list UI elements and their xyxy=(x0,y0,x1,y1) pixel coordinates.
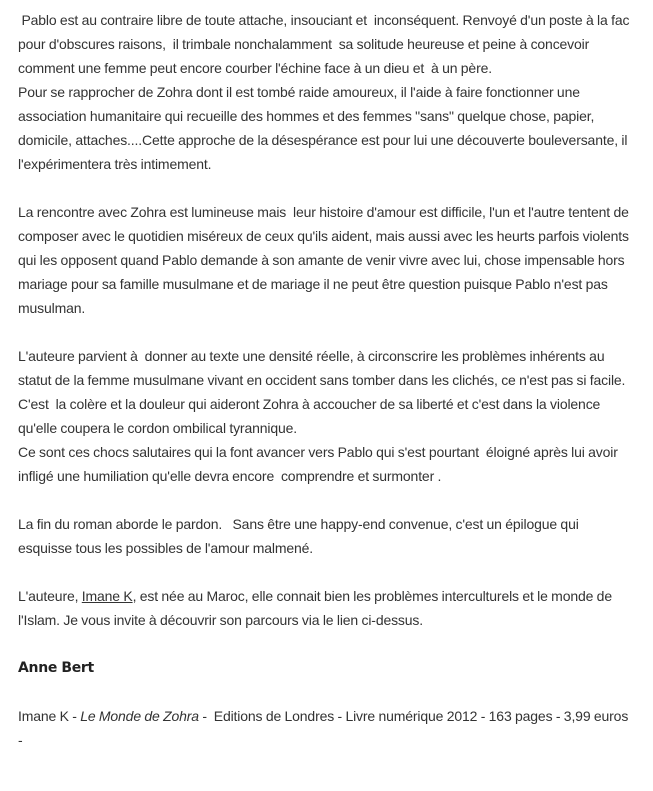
text-line: La fin du roman aborde le pardon. Sans être une happy-end convenue, c'est un épilogue qui xyxy=(18,516,579,532)
text-line: C'est la colère et la douleur qui aideront Zohra à accoucher de sa liberté et c'est dans la violence xyxy=(18,396,601,412)
text-line: L'auteure parvient à donner au texte une densité réelle, à circonscrire les problèmes inhérents au xyxy=(18,348,605,364)
paragraph-spacer xyxy=(18,176,643,200)
text-line: pour d'obscures raisons, il trimbale nonchalamment sa solitude heureuse et peine à concevoir xyxy=(18,36,590,52)
text-line: La rencontre avec Zohra est lumineuse mais leur histoire d'amour est difficile, l'un et l'autre tentent de xyxy=(18,204,629,220)
paragraph-rencontre xyxy=(18,200,643,320)
paragraph-spacer xyxy=(18,632,643,656)
text-line: qu'elle coupera le cordon ombilical tyrannique. xyxy=(18,420,297,436)
text-line: infligé une humiliation qu'elle devra encore comprendre et surmonter . xyxy=(18,468,442,484)
book-reference xyxy=(18,704,643,752)
text-line: domicile, attaches....Cette approche de la désespérance est pour lui une découverte bouleversante, il xyxy=(18,132,628,148)
text-line: l'expérimentera très intimement. xyxy=(18,156,212,172)
paragraph-spacer xyxy=(18,488,643,512)
paragraph-auteure-bio xyxy=(18,584,643,632)
reference-details: - Editions de Londres - Livre numérique 2012 - 163 pages - 3,99 euros xyxy=(198,708,629,724)
text-line: qui les opposent quand Pablo demande à son amante de venir vivre avec lui, chose impensable hors xyxy=(18,252,625,268)
paragraph-pablo xyxy=(18,8,643,176)
text-line: Pour se rapprocher de Zohra dont il est tombé raide amoureux, il l'aide à faire fonctionner une xyxy=(18,84,580,100)
text-fragment: L'auteure, xyxy=(18,588,82,604)
article-body xyxy=(18,8,643,752)
reference-title: Le Monde de Zohra xyxy=(80,708,199,724)
paragraph-spacer xyxy=(18,320,643,344)
text-line: musulman. xyxy=(18,300,86,316)
reference-author: Imane K - xyxy=(18,708,81,724)
text-line: esquisse tous les possibles de l'amour malmené. xyxy=(18,540,313,556)
text-line: mariage pour sa famille musulmane et de mariage il ne peut être question puisque Pablo n'est pas xyxy=(18,276,608,292)
reference-trailing: - xyxy=(18,732,23,748)
text-line: composer avec le quotidien miséreux de ceux qu'ils aident, mais aussi avec les heurts parfois violents xyxy=(18,228,629,244)
text-line: comment une femme peut encore courber l'échine face à un dieu et à un père. xyxy=(18,60,492,76)
text-line: Ce sont ces chocs salutaires qui la font avancer vers Pablo qui s'est pourtant éloigné après lui avoir xyxy=(18,444,618,460)
signature: Anne Bert xyxy=(18,660,94,676)
paragraph-pardon xyxy=(18,512,643,560)
text-line: statut de la femme musulmane vivant en occident sans tomber dans les clichés, ce n'est pas si facile. xyxy=(18,372,626,388)
paragraph-spacer xyxy=(18,560,643,584)
author-link[interactable]: Imane K xyxy=(81,588,133,604)
text-line: Pablo est au contraire libre de toute attache, insouciant et inconséquent. Renvoyé d'un poste à la fac xyxy=(18,12,630,28)
text-line xyxy=(18,584,643,608)
text-fragment: , est née au Maroc, elle connait bien les problèmes interculturels et le monde de xyxy=(132,588,612,604)
text-line: l'Islam. Je vous invite à découvrir son parcours via le lien ci-dessus. xyxy=(18,612,424,628)
reference-line xyxy=(18,704,643,728)
paragraph-spacer xyxy=(18,680,643,704)
text-line: association humanitaire qui recueille des hommes et des femmes "sans" quelque chose, papier, xyxy=(18,108,595,124)
paragraph-auteure-densite xyxy=(18,344,643,488)
